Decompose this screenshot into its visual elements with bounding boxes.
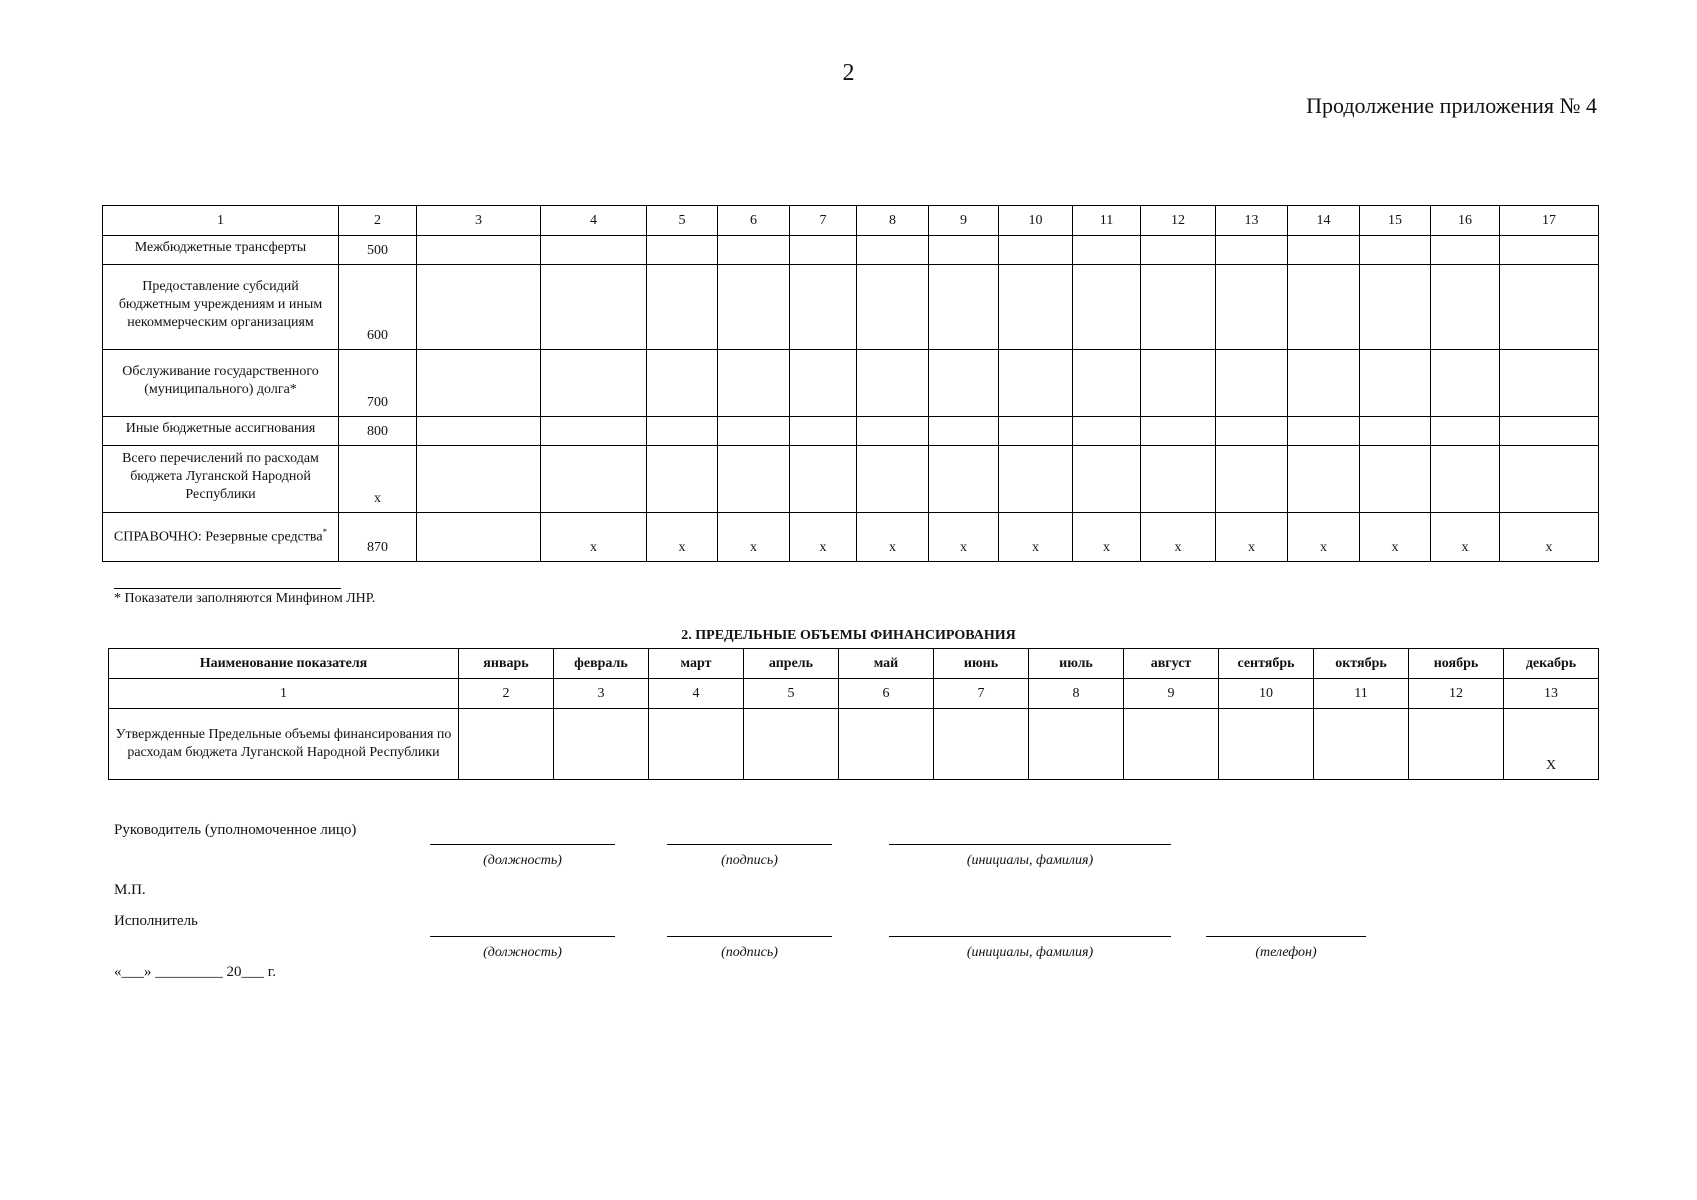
table-cell: [1288, 350, 1360, 417]
table-cell: [541, 417, 647, 446]
column-number-cell: 1: [103, 206, 339, 236]
table-cell: [541, 350, 647, 417]
row-name-cell: [103, 236, 339, 265]
table-cell: [417, 265, 541, 350]
table-cell: [1360, 350, 1431, 417]
executor-phone-caption: (телефон): [1255, 945, 1317, 960]
table-cell: [857, 265, 929, 350]
row-code-cell: 800: [339, 417, 417, 446]
column-number-cell: 7: [934, 679, 1029, 709]
row-name: СПРАВОЧНО: Резервные средства: [113, 529, 323, 545]
table-cell: [647, 446, 718, 513]
expenditure-table: [102, 205, 1599, 562]
table-cell: [790, 446, 857, 513]
table-row: [103, 265, 1599, 350]
table-cell: x: [1216, 513, 1288, 562]
row-name-cell: [103, 513, 339, 562]
table-cell: [1029, 709, 1124, 780]
column-number-cell: 10: [1219, 679, 1314, 709]
head-position-caption: (должность): [483, 853, 562, 868]
table-cell: [1216, 350, 1288, 417]
row-name-cell: Утвержденные Предельные объемы финансирования по расходам бюджета Луганской Народной Республики: [109, 709, 459, 780]
row-name-cell: [103, 265, 339, 350]
column-number-cell: 8: [857, 206, 929, 236]
column-header: октябрь: [1314, 649, 1409, 679]
table-cell: [718, 446, 790, 513]
table-cell: [1431, 446, 1500, 513]
column-header: июль: [1029, 649, 1124, 679]
financing-limits-table: [108, 648, 1599, 780]
column-number-cell: 9: [1124, 679, 1219, 709]
table-cell: x: [1360, 513, 1431, 562]
table-cell: [1141, 417, 1216, 446]
table-cell: [417, 513, 541, 562]
column-number-cell: 2: [459, 679, 554, 709]
table-cell: [647, 417, 718, 446]
row-name: Межбюджетные трансферты: [134, 240, 307, 255]
table-cell: [541, 236, 647, 265]
table-cell: [790, 236, 857, 265]
column-number-cell: 13: [1504, 679, 1599, 709]
column-header: Наименование показателя: [109, 649, 459, 679]
column-number-cell: 12: [1409, 679, 1504, 709]
column-number-cell: 6: [718, 206, 790, 236]
table-cell: [1216, 417, 1288, 446]
table-cell: [1288, 236, 1360, 265]
table-cell: x: [1073, 513, 1141, 562]
table-cell: [718, 350, 790, 417]
column-number-cell: 11: [1314, 679, 1409, 709]
table-cell: [718, 417, 790, 446]
column-header: июнь: [934, 649, 1029, 679]
table-cell: [541, 446, 647, 513]
column-number-cell: 5: [647, 206, 718, 236]
column-number-cell: 13: [1216, 206, 1288, 236]
table-cell: [1431, 236, 1500, 265]
column-number-cell: 14: [1288, 206, 1360, 236]
footnote-mark: *: [322, 527, 328, 538]
table-cell: [1500, 446, 1599, 513]
table-row: [103, 513, 1599, 562]
column-number-cell: 4: [541, 206, 647, 236]
row-code-cell: x: [339, 446, 417, 513]
executor-initials-caption: (инициалы, фамилия): [966, 945, 1094, 960]
table-cell: [1431, 417, 1500, 446]
head-initials-caption: (инициалы, фамилия): [966, 853, 1094, 868]
column-header: август: [1124, 649, 1219, 679]
column-number-cell: 1: [109, 679, 459, 709]
table-cell: [554, 709, 649, 780]
column-header: январь: [459, 649, 554, 679]
row-name: Обслуживание государственного (муниципального) долга*: [122, 364, 319, 397]
table-cell: [790, 265, 857, 350]
column-number-cell: 2: [339, 206, 417, 236]
table-cell: [929, 417, 999, 446]
table-cell: [647, 236, 718, 265]
row-name-cell: [103, 350, 339, 417]
table-cell: [1288, 446, 1360, 513]
table-cell: [1500, 265, 1599, 350]
column-header: март: [649, 649, 744, 679]
column-number-cell: 10: [999, 206, 1073, 236]
table-row: [109, 709, 1599, 780]
head-label: Руководитель (уполномоченное лицо): [114, 822, 357, 838]
table-cell: [999, 265, 1073, 350]
column-number-cell: 11: [1073, 206, 1141, 236]
table-cell: [1288, 265, 1360, 350]
stamp-label: М.П.: [114, 882, 146, 898]
table-cell: [417, 236, 541, 265]
table-cell: [1216, 446, 1288, 513]
column-header: ноябрь: [1409, 649, 1504, 679]
column-number-cell: 12: [1141, 206, 1216, 236]
table-row: [103, 350, 1599, 417]
table-cell: [1216, 236, 1288, 265]
table-cell: [1500, 236, 1599, 265]
table-header-row: [103, 206, 1599, 236]
table-cell: [929, 350, 999, 417]
table-cell: [1500, 350, 1599, 417]
column-header: апрель: [744, 649, 839, 679]
table-cell: [1073, 236, 1141, 265]
table-cell: [857, 350, 929, 417]
table-cell: [1360, 236, 1431, 265]
executor-signature-caption: (подпись): [721, 945, 778, 960]
table-cell: [1431, 265, 1500, 350]
column-number-cell: 8: [1029, 679, 1124, 709]
head-position-line: [430, 844, 615, 845]
table-cell: x: [1141, 513, 1216, 562]
table-cell: [647, 265, 718, 350]
table-cell: X: [1504, 709, 1599, 780]
table-cell: [417, 446, 541, 513]
table-cell: [857, 417, 929, 446]
executor-signature-line: [667, 936, 832, 937]
row-name: Предоставление субсидий бюджетным учреждениям и иным некоммерческим организациям: [118, 279, 323, 330]
column-number-cell: 7: [790, 206, 857, 236]
table-cell: [541, 265, 647, 350]
table-cell: [1288, 417, 1360, 446]
table-cell: x: [1500, 513, 1599, 562]
table-row: [103, 446, 1599, 513]
column-number-cell: 17: [1500, 206, 1599, 236]
executor-phone-line: [1206, 936, 1366, 937]
table-cell: [1141, 446, 1216, 513]
table-cell: [1431, 350, 1500, 417]
table-cell: [929, 265, 999, 350]
table-cell: [1219, 709, 1314, 780]
row-code-cell: 600: [339, 265, 417, 350]
table-cell: [1409, 709, 1504, 780]
table-row: [103, 417, 1599, 446]
table-cell: [718, 265, 790, 350]
table-cell: [1073, 446, 1141, 513]
head-initials-line: [889, 844, 1171, 845]
executor-position-caption: (должность): [483, 945, 562, 960]
table-cell: [1073, 350, 1141, 417]
table-cell: [999, 236, 1073, 265]
table-cell: [1141, 236, 1216, 265]
table-cell: [417, 350, 541, 417]
head-signature-line: [667, 844, 832, 845]
row-code-cell: 870: [339, 513, 417, 562]
table-cell: [1360, 446, 1431, 513]
table-cell: x: [1288, 513, 1360, 562]
table-cell: [649, 709, 744, 780]
table-cell: [1073, 417, 1141, 446]
table-cell: x: [718, 513, 790, 562]
executor-initials-line: [889, 936, 1171, 937]
table-cell: [1073, 265, 1141, 350]
table-cell: [459, 709, 554, 780]
column-number-cell: 3: [554, 679, 649, 709]
table-cell: [999, 417, 1073, 446]
column-header: декабрь: [1504, 649, 1599, 679]
table-cell: [929, 236, 999, 265]
table-row: [103, 236, 1599, 265]
column-numbers-row: [109, 679, 1599, 709]
page-number: 2: [842, 60, 855, 86]
executor-label: Исполнитель: [114, 913, 198, 929]
row-name-cell: [103, 446, 339, 513]
table-cell: [1141, 350, 1216, 417]
column-header: май: [839, 649, 934, 679]
row-code-cell: 500: [339, 236, 417, 265]
table-cell: [929, 446, 999, 513]
table-cell: x: [790, 513, 857, 562]
column-number-cell: 5: [744, 679, 839, 709]
table-cell: [1314, 709, 1409, 780]
table-cell: [857, 236, 929, 265]
table-cell: [857, 446, 929, 513]
table-cell: [647, 350, 718, 417]
table-cell: [999, 446, 1073, 513]
table-header-row: [109, 649, 1599, 679]
column-number-cell: 6: [839, 679, 934, 709]
table-cell: [744, 709, 839, 780]
column-number-cell: 4: [649, 679, 744, 709]
table-cell: x: [929, 513, 999, 562]
date-line: «___» _________ 20___ г.: [114, 964, 276, 980]
table-cell: [790, 417, 857, 446]
column-number-cell: 3: [417, 206, 541, 236]
executor-position-line: [430, 936, 615, 937]
column-number-cell: 9: [929, 206, 999, 236]
appendix-title: Продолжение приложения № 4: [1306, 93, 1597, 118]
row-name: Всего перечислений по расходам бюджета Луганской Народной Республики: [122, 451, 319, 502]
table-cell: [999, 350, 1073, 417]
table-cell: [839, 709, 934, 780]
section2-title: 2. ПРЕДЕЛЬНЫЕ ОБЪЕМЫ ФИНАНСИРОВАНИЯ: [681, 628, 1016, 643]
table-cell: [1141, 265, 1216, 350]
row-name-cell: [103, 417, 339, 446]
table-cell: x: [647, 513, 718, 562]
column-header: февраль: [554, 649, 649, 679]
table-cell: [1360, 265, 1431, 350]
table-cell: [790, 350, 857, 417]
footnote: * Показатели заполняются Минфином ЛНР.: [114, 591, 376, 606]
table-cell: x: [1431, 513, 1500, 562]
row-name: Иные бюджетные ассигнования: [125, 421, 316, 436]
table-cell: x: [541, 513, 647, 562]
table-cell: [1216, 265, 1288, 350]
column-number-cell: 16: [1431, 206, 1500, 236]
column-number-cell: 15: [1360, 206, 1431, 236]
head-signature-caption: (подпись): [721, 853, 778, 868]
table-cell: [718, 236, 790, 265]
table-cell: [417, 417, 541, 446]
table-cell: [934, 709, 1029, 780]
column-header: сентябрь: [1219, 649, 1314, 679]
table-cell: [1124, 709, 1219, 780]
row-code-cell: 700: [339, 350, 417, 417]
table-cell: x: [857, 513, 929, 562]
footnote-rule: [114, 588, 341, 589]
table-cell: x: [999, 513, 1073, 562]
table-cell: [1360, 417, 1431, 446]
table-cell: [1500, 417, 1599, 446]
